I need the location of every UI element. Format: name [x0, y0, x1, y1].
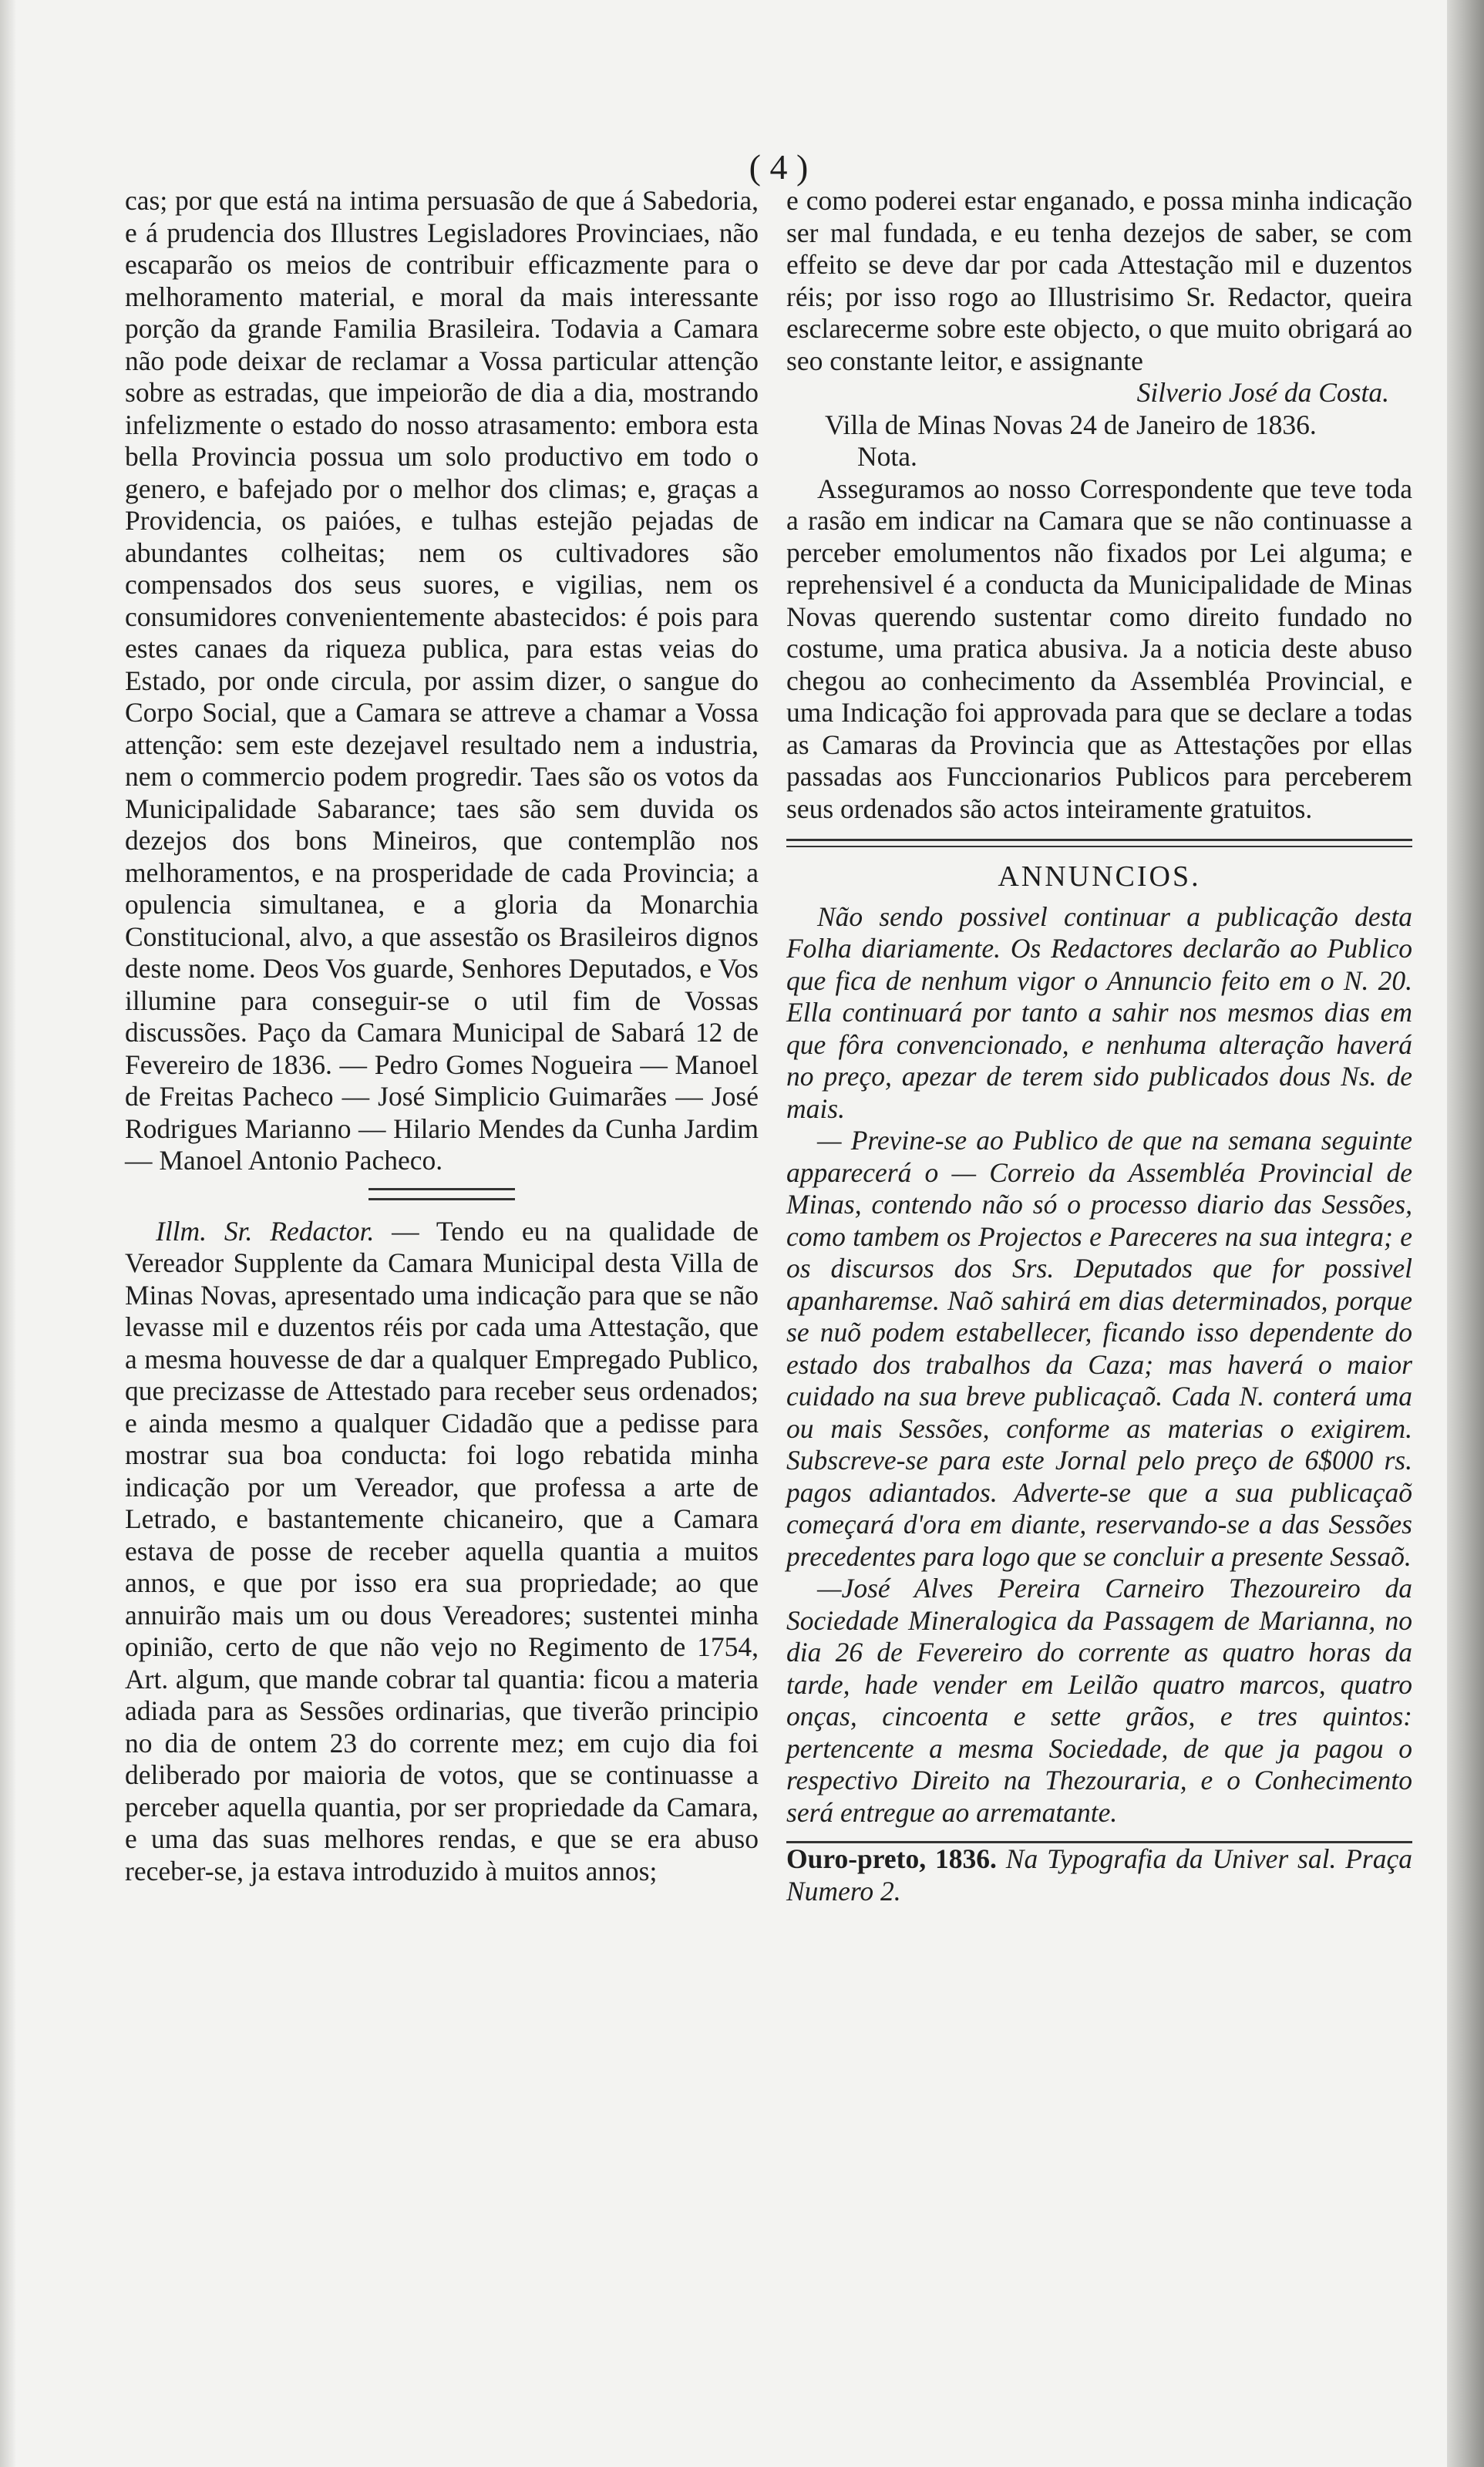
announcement-1: Não sendo possivel continuar a publicação desta Folha diariamente. Os Redactores declarão ao Publico que fica de nenhum vigor o Annuncio feito em o N. 20. Ella continuará por tanto a sahir nos mesmos dias em que fôra convencionado, e nenhuma alteração haverá no preço, apezar de terem sido publicados dous Ns. de mais.	[786, 900, 1412, 1124]
imprint	[786, 1843, 1412, 1907]
left-column	[125, 185, 759, 1887]
imprint-text: Na Typografia da Univer sal. Praça Numero 2.	[786, 1843, 1412, 1907]
section-heading: ANNUNCIOS.	[998, 860, 1201, 893]
correspondent-letter-continued: e como poderei estar enganado, e possa minha indicação ser mal fundada, e eu tenha dezejos de saber, se com effeito se deve dar por cada Attestação mil e duzentos réis; por isso rogo ao Illustrisimo Sr. Redactor, queira esclarecerme sobre este objecto, o que muito obrigará ao seo constante leitor, e assignante	[786, 185, 1412, 376]
correspondent-letter	[125, 1216, 759, 1888]
camara-letter-text: cas; por que está na intima persuasão de que á Sabedoria, e á prudencia dos Illustres Legisladores Provinciaes, não escaparão os meios de contribuir efficazmente para o melhoramento material, e moral da mais interessante porção da grande Familia Brasileira. Todavia a Camara não pode deixar de reclamar a Vossa particular attenção sobre as estradas, que impeiorão de dia a dia, mostrando infelizmente o estado do nosso atrasamento: embora esta bella Provincia possua um solo productivo em todo o genero, e bafejado por o melhor dos climas; e, graças a Providencia, os paióes, e tulhas estejão pejadas de abundantes colheitas; nem os cultivadores são compensados dos seus suores, e vigilias, nem os consumidores convenientemente abastecidos: é pois para estes canaes da riqueza publica, para estas veias do Estado, por onde circula, por assim dizer, o sangue do Corpo Social, que a Camara se attreve a chamar a Vossa attenção: sem este dezejavel resultado nem a industria, nem o commercio podem progredir. Taes são os votos da Municipalidade Sabarance; taes são sem duvida os dezejos dos bons Mineiros, que contemplão nos melhoramentos, e na prosperidade de cada Provincia; a opulencia simultanea, e a gloria da Monarchia Constitucional, alvo, a que assestão os Brasileiros dignos deste nome. Deos Vos guarde, Senhores Deputados, e Vos illumine para conseguir-se o util fim de Vossas discussões. Paço da Camara Municipal de Sabará 12 de Fevereiro de 1836. — Pedro Gomes Nogueira — Manoel de Freitas Pacheco — José Simplicio Guimarães — José Rodrigues Marianno — Hilario Mendes da Cunha Jardim — Manoel Antonio Pacheco.	[125, 185, 759, 1176]
imprint-place: Ouro-preto, 1836.	[786, 1843, 997, 1874]
announcement-2: — Previne-se ao Publico de que na semana seguinte apparecerá o — Correio da Assembléa Provincial de Minas, contendo não só o processo diario das Sessões, como tambem os Projectos e Pareceres na sua integra; e os discursos dos Srs. Deputados que for possivel apanharemse. Naõ sahirá em dias determinados, porque se nuõ podem estabellecer, ficando isso dependente do estado dos trabalhos da Caza; mas haverá o maior cuidado na sua breve publicaçaõ. Cada N. conterá uma ou mais Sessões, conforme as materias o exigirem. Subscreve-se para este Jornal pelo preço de 6$000 rs. pagos adiantados. Adverte-se que a sua publicaçaõ começará d'ora em diante, reservando-se a das Sessões precedentes para logo que se concluir a presente Sessaõ.	[786, 1125, 1412, 1572]
editorial-note: Asseguramos ao nosso Correspondente que teve toda a rasão em indicar na Camara que se não continuasse a perceber emolumentos não fixados por Lei alguma; e reprehensivel é a conducta da Municipalidade de Minas Novas querendo sustentar como direito fundado no costume, uma pratica abusiva. Ja a noticia deste abuso chegou ao conhecimento da Assembléa Provincial, e uma Indicação foi approvada para que se declare a todas as Camaras da Provincia que as Attestações por ellas passadas aos Funccionarios Publicos para perceberem seus ordenados são actos inteiramente gratuitos.	[786, 473, 1412, 824]
correspondent-letter-text: — Tendo eu na qualidade de Vereador Supplente da Camara Municipal desta Villa de Minas Novas, apresentado uma indicação para que se não levasse mil e duzentos réis por cada uma Attestação, que a mesma houvesse de dar a qualquer Empregado Publico, que precizasse de Attestado para receber seus ordenados; e ainda mesmo a qualquer Cidadão que a pedisse para mostrar sua boa conducta: foi logo rebatida minha indicação por um Vereador, que professa a arte de Letrado, e bastantemente chicaneiro, que a Camara estava de posse de receber aquella quantia a muitos annos, e que por isso era sua propriedade; ao que annuirão mais um ou dous Vereadores; sustentei minha opinião, certo de que não vejo no Regimento de 1754, Art. algum, que mande cobrar tal quantia: ficou a materia adiada para as Sessões ordinarias, que tiverão principio no dia de ontem 23 do corrente mez; em cujo dia foi deliberado por maioria de votos, que se continuasse a perceber aquella quantia, por ser propriedade da Camara, e uma das suas melhores rendas, e que se era abuso receber-se, ja estava introduzido à muitos annos;	[125, 1215, 759, 1886]
letter-signature: Silverio José da Costa.	[1136, 377, 1389, 408]
letter-place-date: Villa de Minas Novas 24 de Janeiro de 1836.	[825, 409, 1317, 440]
announcement-3: —José Alves Pereira Carneiro Thezoureiro da Sociedade Mineralogica da Passagem de Marianna, no dia 26 de Fevereiro do corrente as quatro horas da tarde, hade vender em Leilão quatro marcos, quatro onças, cincoenta e sette grãos, e tres quintos: pertencente a mesma Sociedade, de que ja pagou o respectivo Direito na Thezouraria, e o Conhecimento será entregue ao arrematante.	[786, 1573, 1412, 1828]
nota-label: Nota.	[857, 441, 917, 472]
right-column	[786, 185, 1412, 1907]
section-rule	[786, 839, 1412, 847]
salutation: Illm. Sr. Redactor.	[156, 1215, 375, 1247]
page-left-shadow	[0, 0, 15, 2467]
page-number: ( 4 )	[749, 147, 809, 187]
page-binding-edge	[1447, 0, 1484, 2467]
ornament-divider	[368, 1188, 515, 1200]
